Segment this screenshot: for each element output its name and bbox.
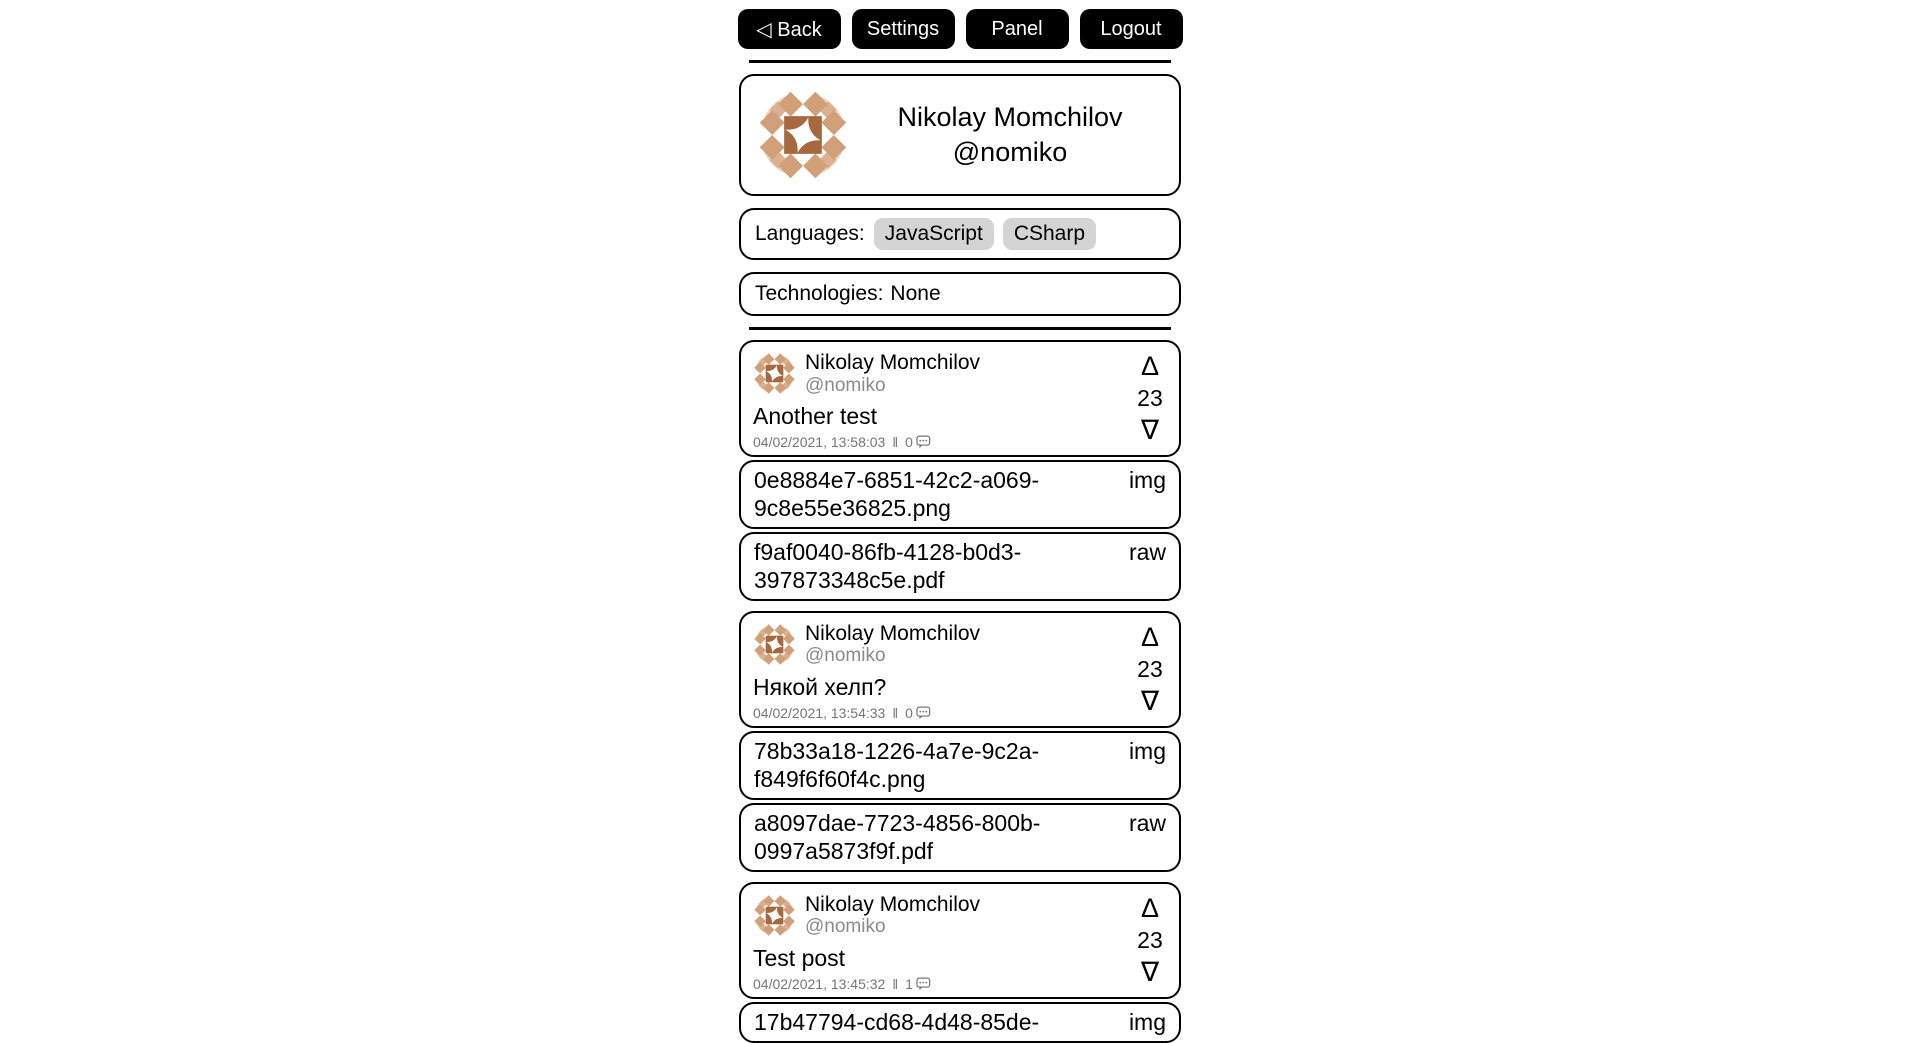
- post-avatar-icon: [753, 352, 796, 395]
- post-group: [739, 340, 1181, 601]
- downvote-button[interactable]: ∇: [1137, 686, 1163, 717]
- attachment-filename: a8097dae-7723-4856-800b-0997a5873f9f.pdf: [754, 809, 1041, 864]
- meta-separator: ‖: [892, 704, 899, 721]
- post-card[interactable]: [739, 340, 1181, 457]
- post-header: [753, 622, 1167, 667]
- upvote-button[interactable]: Δ: [1137, 622, 1163, 653]
- vote-controls: [1137, 893, 1163, 988]
- profile-card: [739, 74, 1181, 196]
- post-header: [753, 893, 1167, 938]
- downvote-button[interactable]: ∇: [1137, 415, 1163, 446]
- comment-count: 0: [905, 704, 913, 721]
- meta-separator: ‖: [892, 975, 899, 992]
- technologies-label: Technologies:: [755, 282, 884, 305]
- attachment-row[interactable]: [739, 803, 1181, 872]
- attachment-row[interactable]: [739, 731, 1181, 800]
- post-meta: [753, 976, 1167, 992]
- attachment-type: raw: [1128, 538, 1166, 565]
- attachment-type: img: [1128, 1008, 1166, 1035]
- post-timestamp: 04/02/2021, 13:45:32: [753, 975, 886, 992]
- post-meta: [753, 705, 1167, 721]
- post-author: Nikolay Momchilov: [805, 351, 981, 374]
- section-divider: [749, 327, 1171, 330]
- post-timestamp: 04/02/2021, 13:58:03: [753, 433, 886, 450]
- attachment-filename: 78b33a18-1226-4a7e-9c2a-f849f6f60f4c.png: [754, 737, 1040, 792]
- technologies-value: None: [890, 282, 941, 305]
- post-timestamp: 04/02/2021, 13:54:33: [753, 704, 886, 721]
- attachment-type: raw: [1128, 809, 1166, 836]
- comment-count: 0: [905, 433, 913, 450]
- attachment-filename: f9af0040-86fb-4128-b0d3-397873348c5e.pdf: [754, 538, 1022, 593]
- comment-count-group: [905, 976, 931, 992]
- post-title: Test post: [753, 944, 846, 971]
- post-title: Някой хелп?: [753, 673, 887, 700]
- attachment-type: img: [1128, 737, 1166, 764]
- language-badge-csharp: CSharp: [1003, 218, 1096, 250]
- post-header: [753, 351, 1167, 396]
- top-navigation: [0, 0, 1920, 49]
- comment-icon: [916, 435, 931, 449]
- vote-controls: [1137, 351, 1163, 446]
- language-badge-javascript: JavaScript: [874, 218, 994, 250]
- post-group: [739, 611, 1181, 872]
- meta-separator: ‖: [892, 433, 899, 450]
- post-avatar-icon: [753, 623, 796, 666]
- technologies-card: [739, 272, 1181, 316]
- vote-count: 23: [1137, 655, 1163, 682]
- post-author: Nikolay Momchilov: [805, 892, 981, 916]
- comment-count-group: [905, 705, 931, 721]
- languages-label: Languages:: [755, 222, 865, 245]
- profile-names: [857, 100, 1163, 169]
- post-handle: @nomiko: [805, 374, 886, 396]
- back-button[interactable]: ◁ Back: [738, 9, 841, 49]
- top-divider: [749, 60, 1171, 63]
- post-author: Nikolay Momchilov: [805, 621, 981, 645]
- attachment-row[interactable]: [739, 532, 1181, 601]
- upvote-button[interactable]: Δ: [1137, 893, 1163, 924]
- post-handle: @nomiko: [805, 645, 886, 667]
- vote-count: 23: [1137, 385, 1163, 411]
- comment-icon: [916, 977, 931, 991]
- comment-count-group: [905, 434, 931, 450]
- post-group: [739, 882, 1181, 1043]
- attachment-row[interactable]: [739, 1002, 1181, 1043]
- attachment-filename: 17b47794-cd68-4d48-85de-: [754, 1008, 1040, 1035]
- post-card[interactable]: [739, 611, 1181, 728]
- comment-icon: [916, 706, 931, 720]
- post-card[interactable]: [739, 882, 1181, 999]
- downvote-button[interactable]: ∇: [1137, 957, 1163, 988]
- vote-count: 23: [1137, 926, 1163, 953]
- languages-card: [739, 208, 1181, 260]
- post-meta: [753, 434, 1167, 450]
- logout-button[interactable]: Logout: [1080, 9, 1183, 49]
- post-handle: @nomiko: [805, 916, 886, 938]
- attachment-row[interactable]: [739, 460, 1181, 529]
- settings-button[interactable]: Settings: [852, 9, 955, 49]
- upvote-button[interactable]: Δ: [1137, 351, 1163, 382]
- profile-avatar-icon: [757, 89, 849, 181]
- attachment-type: img: [1128, 466, 1166, 493]
- post-title: Another test: [753, 402, 878, 429]
- panel-button[interactable]: Panel: [966, 9, 1069, 49]
- profile-name: Nikolay Momchilov: [897, 102, 1123, 133]
- post-avatar-icon: [753, 894, 796, 937]
- comment-count: 1: [905, 975, 913, 992]
- profile-handle: @nomiko: [952, 137, 1068, 167]
- attachment-filename: 0e8884e7-6851-42c2-a069-9c8e55e36825.png: [754, 466, 1040, 521]
- vote-controls: [1137, 622, 1163, 717]
